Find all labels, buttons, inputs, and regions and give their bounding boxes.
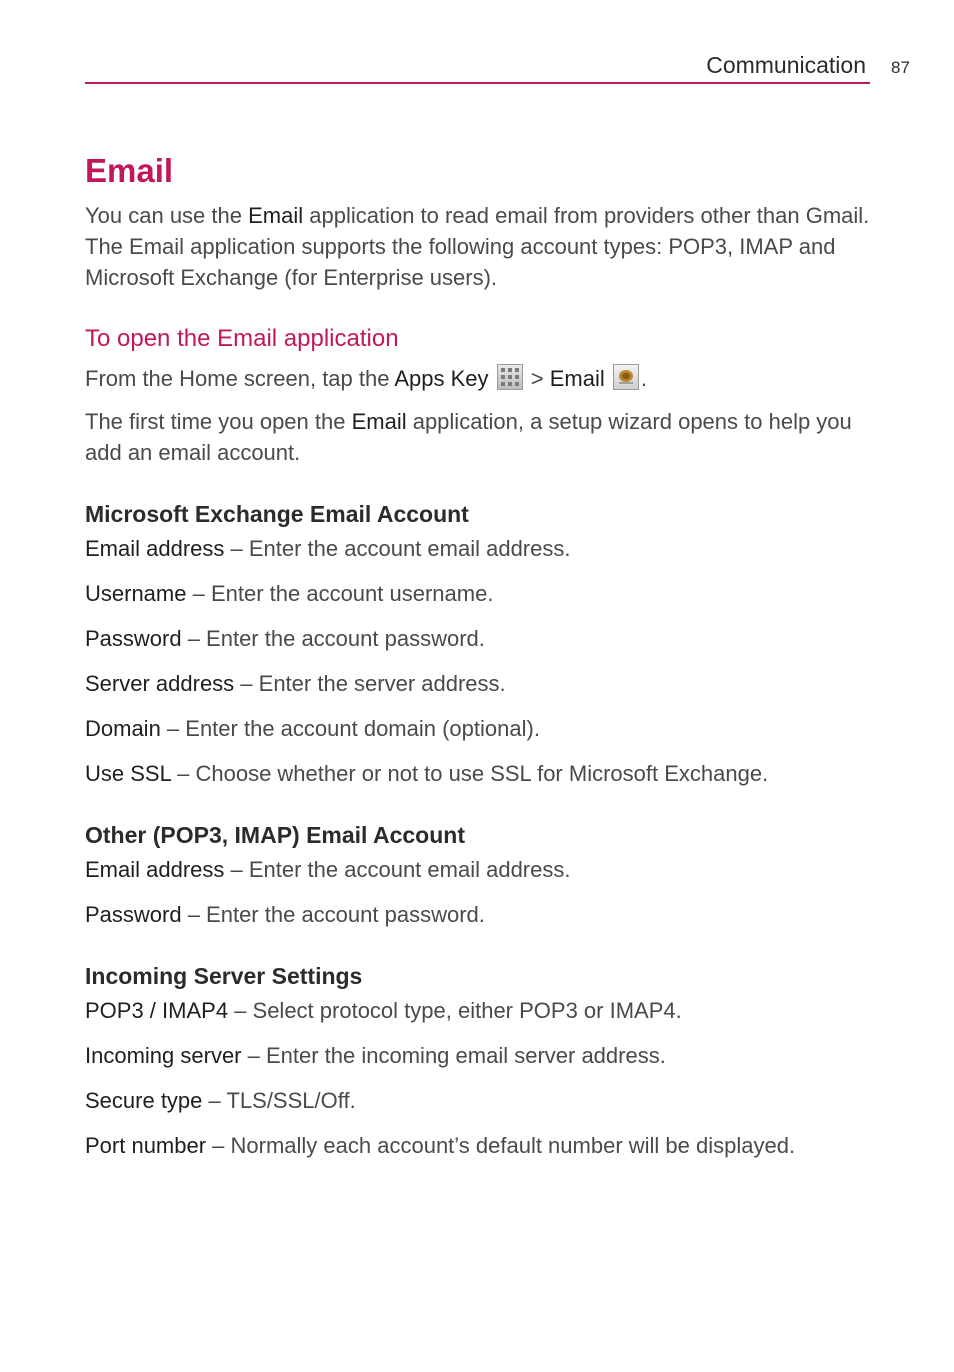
definition-term: Email address: [85, 536, 225, 561]
definition-desc: – Enter the account username.: [186, 581, 494, 606]
definition-term: Password: [85, 626, 182, 651]
definition-term: POP3 / IMAP4: [85, 998, 229, 1023]
open-pre: From the Home screen, tap the: [85, 366, 395, 391]
page-content: [85, 150, 885, 1161]
first-time-pre: The first time you open the: [85, 409, 352, 434]
definition-desc: – Choose whether or not to use SSL for Microsoft Exchange.: [171, 761, 769, 786]
definition-term: Server address: [85, 671, 235, 696]
definition-term: Port number: [85, 1133, 207, 1158]
open-separator: >: [524, 366, 550, 391]
section-title: Email: [85, 152, 174, 189]
definition-desc: – Select protocol type, either POP3 or IMAP4.: [228, 998, 682, 1023]
definition-desc: – Enter the account email address.: [224, 857, 571, 882]
open-instructions: [85, 363, 885, 394]
intro-post: application to read email from providers other than Gmail. The Email application supports the following account types: POP3, IMAP and Microsoft Exchange (for Enterprise users).: [85, 203, 870, 290]
definition-term: Domain: [85, 716, 161, 741]
definition-term: Incoming server: [85, 1043, 242, 1068]
exchange-heading: Microsoft Exchange Email Account: [85, 501, 469, 527]
page-number: 87: [891, 58, 910, 77]
apps-grid-icon: [497, 364, 523, 390]
email-label: Email: [549, 366, 605, 391]
definition-item: [85, 995, 885, 1026]
definition-desc: – Normally each account’s default number will be displayed.: [206, 1133, 796, 1158]
definition-item: [85, 1130, 885, 1161]
definition-term: Username: [85, 581, 187, 606]
definition-item: [85, 578, 885, 609]
definition-item: [85, 533, 885, 564]
first-time-email-term: Email: [351, 409, 407, 434]
definition-item: [85, 1040, 885, 1071]
definition-item: [85, 899, 885, 930]
first-time-post: application, a setup wizard opens to help you add an email account.: [85, 409, 852, 465]
page-header: [85, 50, 870, 84]
open-end: .: [640, 366, 648, 391]
incoming-settings-heading: Incoming Server Settings: [85, 963, 363, 989]
definition-term: Email address: [85, 857, 225, 882]
definition-term: Password: [85, 902, 182, 927]
chapter-title: Communication: [706, 52, 866, 78]
definition-desc: – Enter the account domain (optional).: [160, 716, 540, 741]
definition-desc: – Enter the account password.: [181, 902, 485, 927]
apps-key-label: Apps Key: [394, 366, 489, 391]
definition-term: Secure type: [85, 1088, 203, 1113]
definition-item: [85, 1085, 885, 1116]
definition-item: [85, 758, 885, 789]
definition-item: [85, 713, 885, 744]
intro-email-term: Email: [248, 203, 304, 228]
definition-item: [85, 623, 885, 654]
other-account-heading: Other (POP3, IMAP) Email Account: [85, 822, 465, 848]
open-email-heading: To open the Email application: [85, 325, 399, 352]
email-app-icon: [613, 364, 639, 390]
definition-item: [85, 854, 885, 885]
definition-desc: – Enter the server address.: [234, 671, 506, 696]
definition-item: [85, 668, 885, 699]
definition-desc: – Enter the account email address.: [224, 536, 571, 561]
definition-term: Use SSL: [85, 761, 172, 786]
intro-pre: You can use the: [85, 203, 249, 228]
first-time-paragraph: [85, 406, 885, 468]
definition-desc: – TLS/SSL/Off.: [202, 1088, 356, 1113]
intro-paragraph: [85, 200, 885, 293]
definition-desc: – Enter the account password.: [181, 626, 485, 651]
definition-desc: – Enter the incoming email server address.: [241, 1043, 666, 1068]
